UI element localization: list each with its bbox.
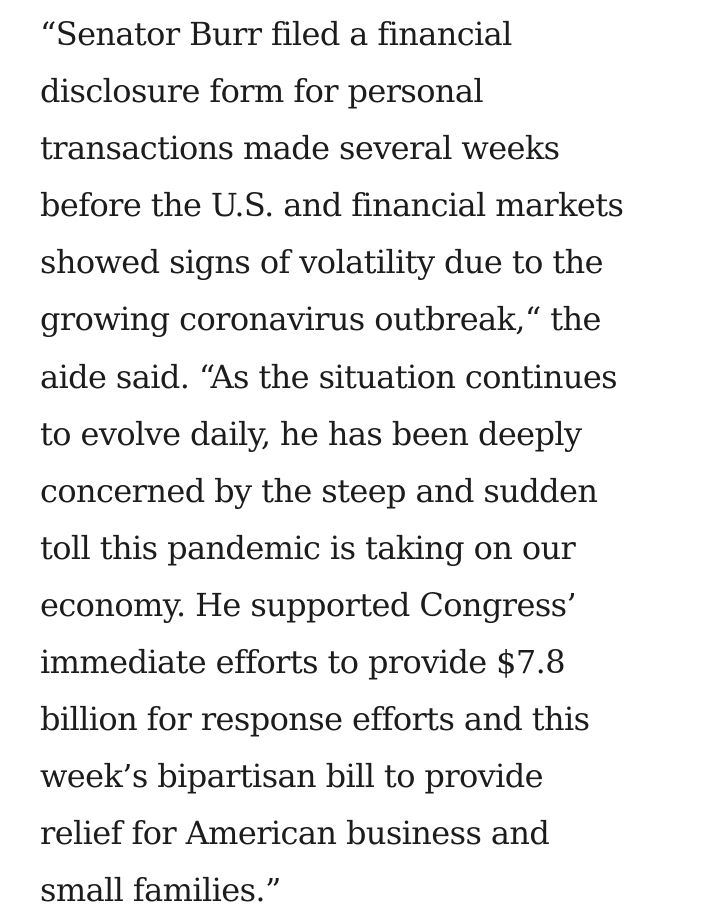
paragraph-line: before the U.S. and financial markets [40, 186, 624, 225]
paragraph-line: toll this pandemic is taking on our [40, 528, 576, 567]
paragraph-line: relief for American business and [40, 814, 550, 853]
paragraph-line: immediate efforts to provide $7.8 [40, 643, 565, 682]
paragraph-line: aide said. “As the situation continues [40, 357, 617, 396]
paragraph-line: small families.” [40, 871, 281, 910]
paragraph-line: concerned by the steep and sudden [40, 471, 598, 510]
paragraph-line: economy. He supported Congress’ [40, 585, 577, 624]
paragraph-line: transactions made several weeks [40, 129, 560, 168]
paragraph-line: “Senator Burr filed a financial [40, 15, 512, 53]
quote-paragraph [40, 6, 710, 920]
paragraph-line: showed signs of volatility due to the [40, 243, 603, 282]
paragraph-line: to evolve daily, he has been deeply [40, 414, 582, 453]
paragraph-line: growing coronavirus outbreak,“ the [40, 300, 601, 339]
paragraph-line: billion for response efforts and this [40, 700, 590, 739]
paragraph-line: week’s bipartisan bill to provide [40, 757, 544, 796]
paragraph-line: disclosure form for personal [40, 72, 484, 111]
